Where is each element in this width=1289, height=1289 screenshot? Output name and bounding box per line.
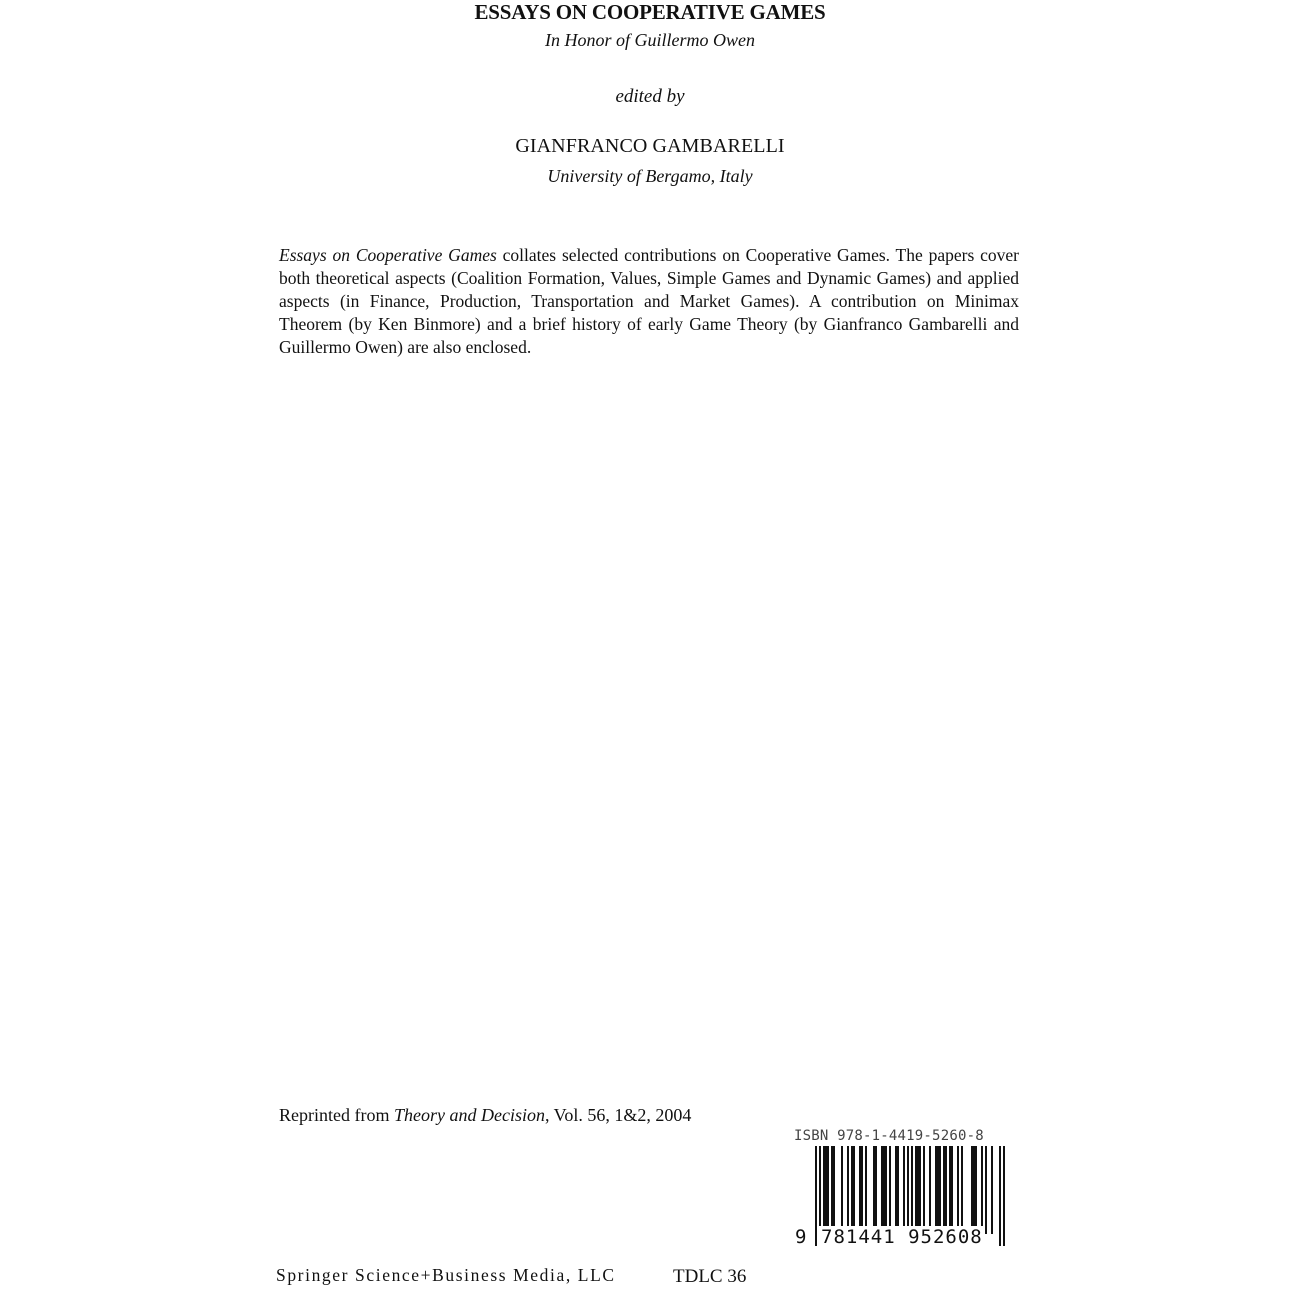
barcode-bar	[833, 1146, 835, 1234]
reprint-suffix: , Vol. 56, 1&2, 2004	[544, 1105, 692, 1125]
barcode-first-digit: 9	[795, 1226, 808, 1248]
barcode-bar	[873, 1146, 875, 1234]
barcode-bar	[897, 1146, 899, 1234]
barcode-bar	[889, 1146, 891, 1234]
barcode-bar	[825, 1146, 827, 1234]
barcode-bar	[903, 1146, 905, 1234]
barcode-bar	[881, 1146, 883, 1234]
barcode-bar	[923, 1146, 925, 1234]
book-subtitle: In Honor of Guillermo Owen	[545, 30, 755, 50]
editor-affiliation: University of Bergamo, Italy	[547, 166, 753, 186]
catalog-code: TDLC 36	[673, 1266, 747, 1287]
barcode-bar	[831, 1146, 833, 1234]
barcode-bar	[853, 1146, 855, 1234]
book-description	[279, 244, 1019, 359]
barcode-bar	[943, 1146, 945, 1234]
reprint-prefix: Reprinted from	[279, 1105, 394, 1125]
barcode-bar	[895, 1146, 897, 1234]
publisher-name: Springer Science+Business Media, LLC	[276, 1265, 616, 1285]
barcode-bar	[865, 1146, 867, 1234]
barcode-bar	[985, 1146, 987, 1234]
barcode-bar	[859, 1146, 861, 1234]
barcode-bar	[1003, 1146, 1005, 1246]
barcode-bar	[949, 1146, 951, 1234]
barcode-bar	[975, 1146, 977, 1234]
barcode-bar	[971, 1146, 973, 1234]
book-title: ESSAYS ON COOPERATIVE GAMES	[474, 0, 826, 24]
reprint-note	[279, 1105, 691, 1126]
reprint-journal: Theory and Decision	[393, 1105, 545, 1125]
barcode-bar	[951, 1146, 953, 1234]
barcode-number: 781441 952608	[821, 1226, 983, 1248]
barcode-bar	[917, 1146, 919, 1234]
barcode-bar	[935, 1146, 937, 1234]
editor-name: GIANFRANCO GAMBARELLI	[515, 135, 785, 157]
barcode-bar	[861, 1146, 863, 1234]
edited-by-label: edited by	[615, 86, 685, 107]
barcode-bar	[961, 1146, 963, 1234]
description-book-title: Essays on Cooperative Games	[279, 245, 497, 265]
barcode-bar	[875, 1146, 877, 1234]
barcode-bar	[939, 1146, 941, 1234]
barcode-bar	[851, 1146, 853, 1234]
description-text: collates selected contributions on Cooperative Games. The papers cover both theoretical aspects (Coalition Formation, Values, Simple Games and Dynamic Games) and applied aspects (in Finance, Production, Transportation and Market Games). A contribution on Minimax Theorem (by Ken Binmore) and a brief history of early Game Theory (by Gianfranco Gambarelli and Guillermo Owen) are also enclosed.	[279, 245, 1019, 357]
barcode-bar	[919, 1146, 921, 1234]
barcode-bar	[929, 1146, 931, 1234]
barcode-bar	[915, 1146, 917, 1234]
barcode-bar	[981, 1146, 983, 1234]
barcode-bar	[999, 1146, 1001, 1246]
barcode-bar	[957, 1146, 959, 1234]
barcode-bar	[885, 1146, 887, 1234]
barcode-bar	[815, 1146, 817, 1246]
barcode-bar	[883, 1146, 885, 1234]
barcode-bar	[841, 1146, 843, 1234]
isbn-label: ISBN 978-1-4419-5260-8	[794, 1128, 984, 1144]
barcode-bar	[973, 1146, 975, 1234]
barcode-bar	[847, 1146, 849, 1234]
barcode-bar	[823, 1146, 825, 1234]
barcode-bar	[937, 1146, 939, 1234]
barcode-bar	[945, 1146, 947, 1234]
barcode-bar	[991, 1146, 993, 1234]
barcode-bar	[827, 1146, 829, 1234]
